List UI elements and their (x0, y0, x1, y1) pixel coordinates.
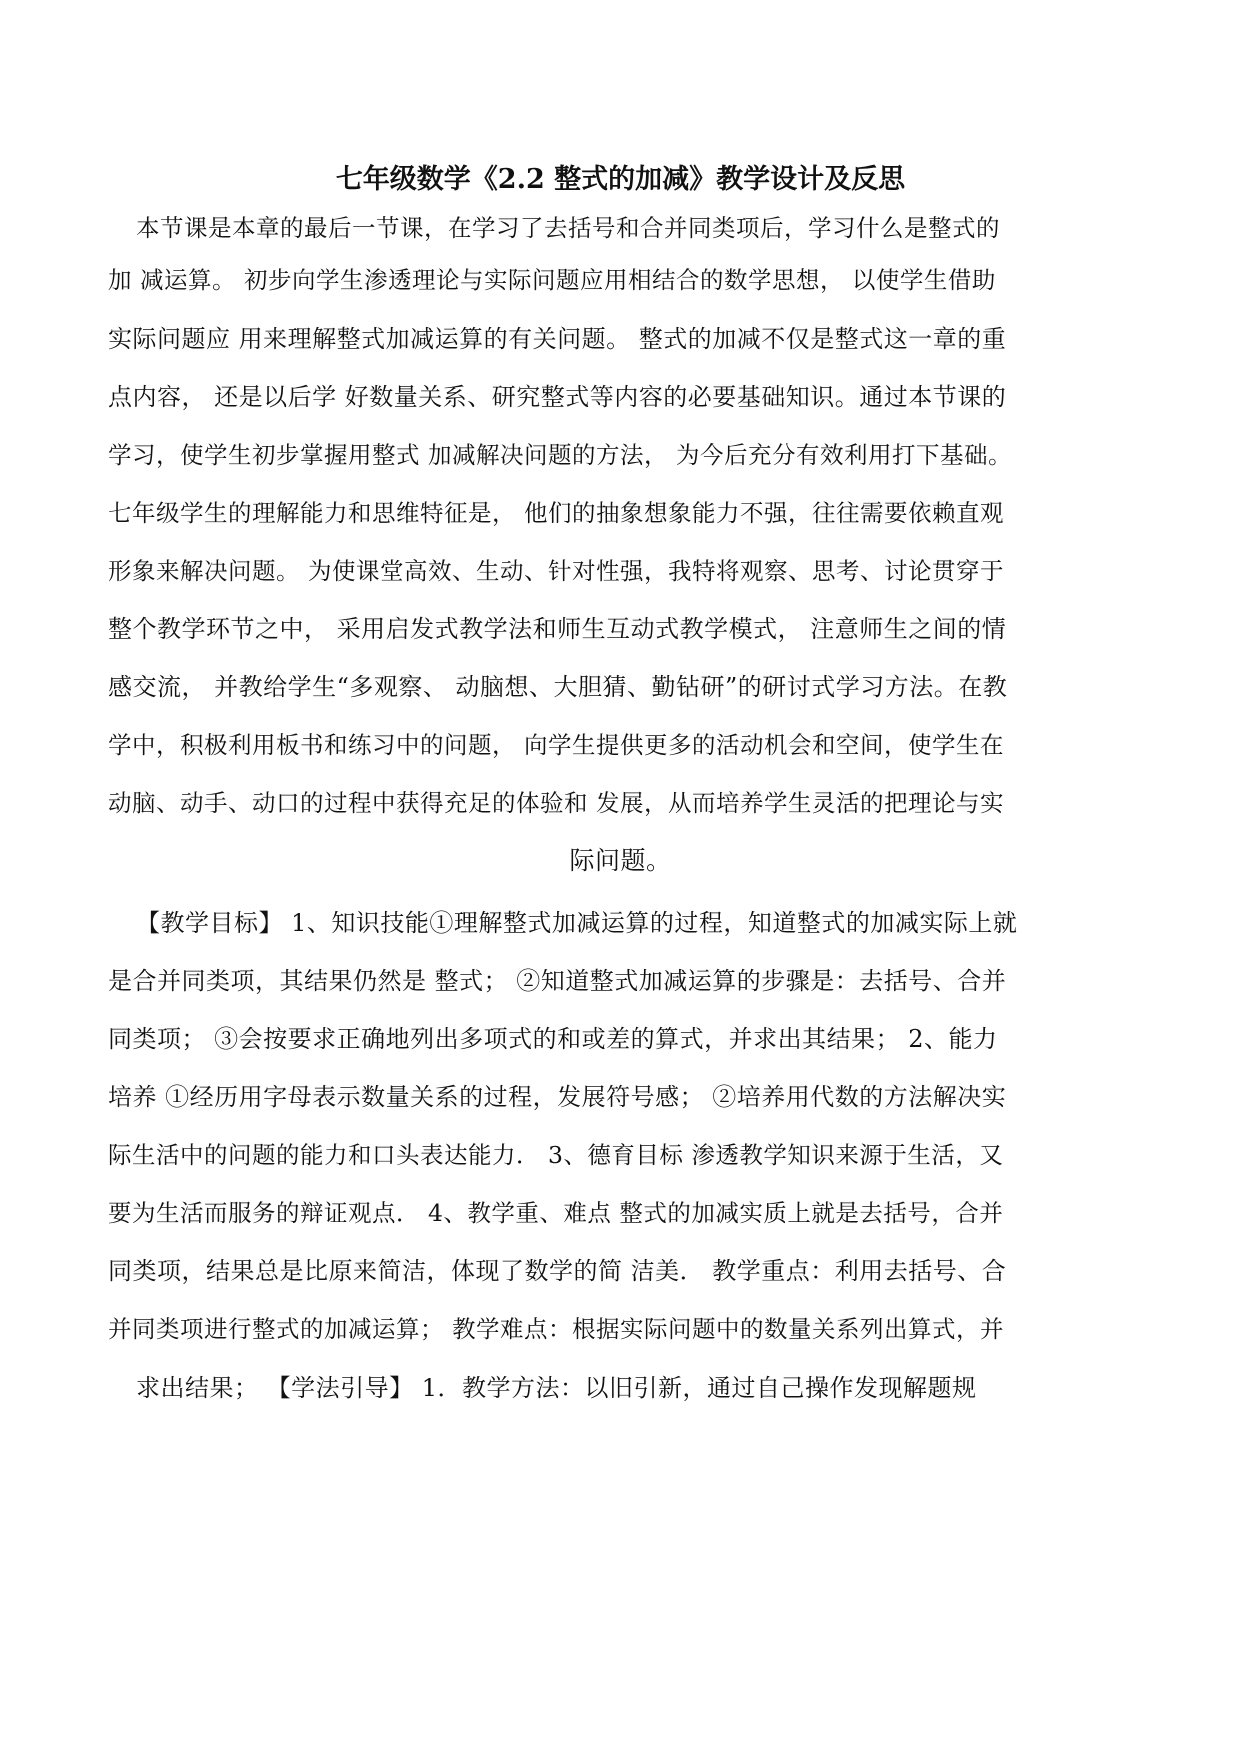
paragraph-line-1: 本节课是本章的最后一节课，在学习了去括号和合并同类项后，学习什么是整式的 (136, 214, 1000, 242)
objectives-line-3: 同类项； ③会按要求正确地列出多项式的和或差的算式，并求出其结果； 2、能力 (108, 1025, 998, 1053)
paragraph-line-10: 学中，积极利用板书和练习中的问题， 向学生提供更多的活动机会和空间，使学生在 (108, 731, 1004, 759)
document-title: 七年级数学《2.2 整式的加减》教学设计及反思 (335, 164, 906, 195)
objectives-line-6: 要为生活而服务的辩证观点． 4、教学重、难点 整式的加减实质上就是去括号，合并 (108, 1199, 1004, 1227)
objectives-line-9: 求出结果； 【学法引导】 1．教学方法：以旧引新，通过自己操作发现解题规 (136, 1374, 977, 1402)
paragraph-line-11: 动脑、动手、动口的过程中获得充足的体验和 发展，从而培养学生灵活的把理论与实 (108, 789, 1004, 817)
paragraph-line-6: 七年级学生的理解能力和思维特征是， 他们的抽象想象能力不强，往往需要依赖直观 (108, 499, 1004, 527)
objectives-line-8: 并同类项进行整式的加减运算； 教学难点：根据实际问题中的数量关系列出算式，并 (108, 1315, 1004, 1343)
paragraph-line-7: 形象来解决问题。 为使课堂高效、生动、针对性强，我特将观察、思考、讨论贯穿于 (108, 557, 1004, 585)
paragraph-line-2: 加 减运算。 初步向学生渗透理论与实际问题应用相结合的数学思想， 以使学生借助 (108, 266, 996, 294)
paragraph-line-5: 学习，使学生初步掌握用整式 加减解决问题的方法， 为今后充分有效利用打下基础。 (108, 441, 1012, 469)
paragraph-line-3: 实际问题应 用来理解整式加减运算的有关问题。 整式的加减不仅是整式这一章的重 (108, 325, 1007, 353)
paragraph-line-12: 际问题。 (569, 846, 672, 875)
objectives-line-4: 培养 ①经历用字母表示数量关系的过程，发展符号感； ②培养用代数的方法解决实 (108, 1083, 1007, 1111)
paragraph-line-4: 点内容， 还是以后学 好数量关系、研究整式等内容的必要基础知识。通过本节课的 (108, 383, 1007, 411)
paragraph-line-8: 整个教学环节之中， 采用启发式教学法和师生互动式教学模式， 注意师生之间的情 (108, 615, 1007, 643)
objectives-line-2: 是合并同类项，其结果仍然是 整式； ②知道整式加减运算的步骤是：去括号、合并 (108, 967, 1007, 995)
objectives-line-1: 【教学目标】 1、知识技能①理解整式加减运算的过程，知道整式的加减实际上就 (136, 909, 1018, 937)
paragraph-line-9: 感交流， 并教给学生“多观察、 动脑想、大胆猜、勤钻研”的研讨式学习方法。在教 (108, 673, 1008, 701)
objectives-line-5: 际生活中的问题的能力和口头表达能力． 3、德育目标 渗透教学知识来源于生活，又 (108, 1141, 1004, 1169)
objectives-line-7: 同类项，结果总是比原来简洁，体现了数学的简 洁美． 教学重点：利用去括号、合 (108, 1257, 1007, 1285)
